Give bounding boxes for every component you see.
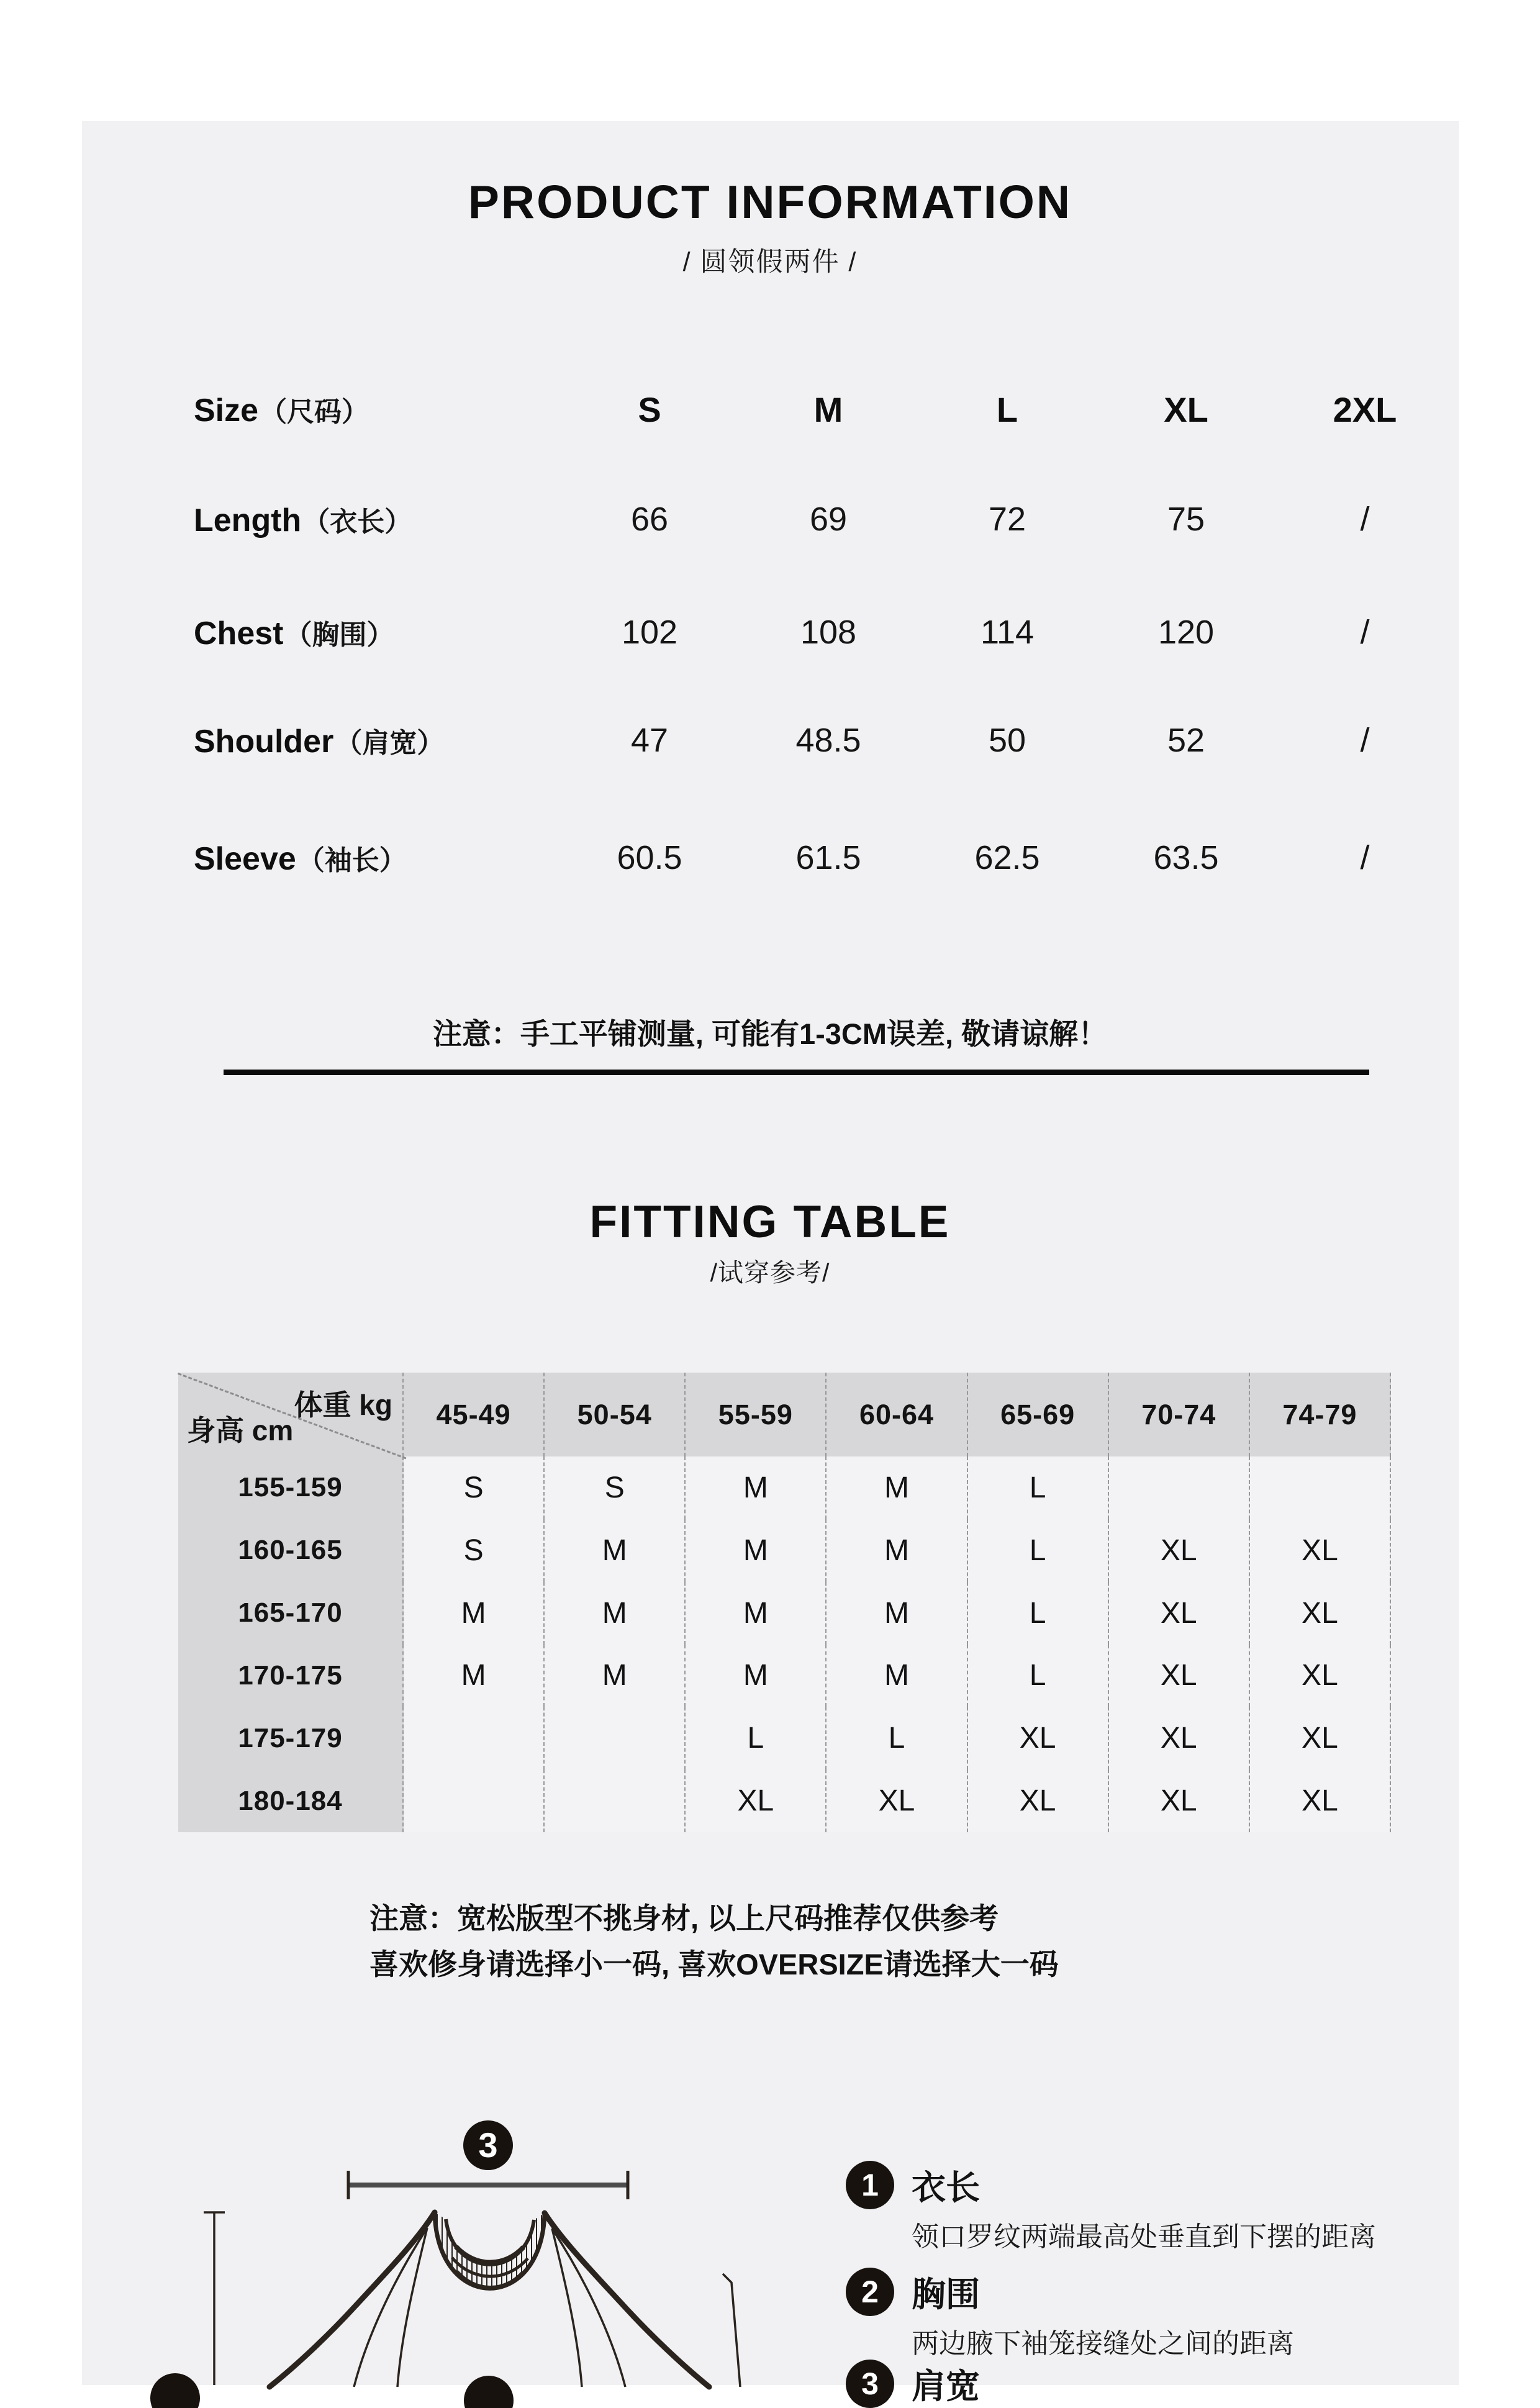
- size-value-cell: 52: [1167, 722, 1205, 759]
- size-value-cell: 48.5: [795, 722, 861, 759]
- height-row-header: 155-159: [178, 1456, 404, 1519]
- fitting-size-cell: XL: [968, 1770, 1109, 1832]
- size-row-label: [194, 720, 560, 760]
- legend-label: 胸围: [912, 2275, 981, 2314]
- size-row-label: [194, 389, 560, 429]
- size-column-header: 2XL: [1333, 389, 1397, 429]
- size-row-label-cn: （肩宽）: [335, 728, 445, 758]
- fitting-size-cell: L: [968, 1645, 1109, 1707]
- legend-number-badge: 2: [846, 2268, 894, 2316]
- fitting-size-cell: XL: [1109, 1519, 1250, 1582]
- size-row-label-cn: （衣长）: [302, 507, 412, 537]
- size-value-cell: 108: [800, 614, 857, 651]
- fitting-note-line2: 喜欢修身请选择小一码, 喜欢OVERSIZE请选择大一码: [369, 1948, 1059, 1981]
- fitting-size-cell: L: [968, 1456, 1109, 1519]
- legend-item-2: [846, 2267, 1442, 2361]
- fitting-size-cell: XL: [1250, 1770, 1391, 1832]
- fitting-size-cell: M: [545, 1519, 686, 1582]
- weight-column-header: 70-74: [1109, 1373, 1250, 1456]
- section-divider: [224, 1070, 1369, 1075]
- fitting-table-subtitle: /试穿参考/: [710, 1258, 830, 1287]
- height-row-header: 180-184: [178, 1770, 404, 1832]
- height-row-header: 170-175: [178, 1645, 404, 1707]
- fitting-size-cell: S: [545, 1456, 686, 1519]
- legend-number-badge: 3: [846, 2360, 894, 2408]
- fitting-size-cell: L: [968, 1582, 1109, 1645]
- size-value-cell: 60.5: [617, 839, 682, 876]
- fitting-size-cell: XL: [1109, 1645, 1250, 1707]
- size-row-label-cn: （胸围）: [284, 620, 394, 650]
- size-value-cell: 50: [988, 722, 1026, 759]
- size-value-cell: 102: [621, 614, 678, 651]
- length-marker-circle-partial: [150, 2373, 200, 2408]
- size-value-cell: 75: [1167, 501, 1205, 538]
- fitting-size-cell: XL: [968, 1707, 1109, 1770]
- chest-measure-line: [723, 2274, 740, 2387]
- fitting-size-cell: XL: [1109, 1707, 1250, 1770]
- fitting-size-cell: XL: [1250, 1707, 1391, 1770]
- size-value-cell: 69: [809, 501, 848, 538]
- fitting-table-title: FITTING TABLE: [589, 1197, 951, 1247]
- size-value-cell: 62.5: [974, 839, 1040, 876]
- size-column-header: S: [638, 389, 661, 429]
- fitting-size-cell: XL: [1109, 1770, 1250, 1832]
- size-chart: [194, 0, 1454, 932]
- weight-column-header: 45-49: [404, 1373, 545, 1456]
- size-row-label: [194, 838, 560, 878]
- size-value-cell: 61.5: [795, 839, 861, 876]
- weight-column-header: 74-79: [1250, 1373, 1391, 1456]
- legend-label: 肩宽: [912, 2367, 981, 2406]
- weight-column-header: 55-59: [686, 1373, 827, 1456]
- size-value-cell: 114: [980, 614, 1035, 651]
- fitting-size-cell: L: [827, 1707, 967, 1770]
- fitting-size-cell: M: [827, 1519, 967, 1582]
- fitting-size-cell: S: [404, 1519, 545, 1582]
- garment-outline: [270, 2212, 709, 2387]
- legend-head: [846, 2160, 1442, 2209]
- shoulder-measure-line: [348, 2171, 628, 2199]
- size-row-label-cn: （袖长）: [297, 845, 407, 876]
- fitting-size-cell: [1250, 1456, 1391, 1519]
- corner-weight-label: 体重 kg: [294, 1389, 392, 1421]
- height-row-header: 165-170: [178, 1582, 404, 1645]
- legend-label: 衣长: [912, 2168, 981, 2207]
- shoulder-marker-number: 3: [478, 2125, 498, 2165]
- size-chart-row: [194, 482, 1454, 557]
- fitting-size-cell: M: [545, 1582, 686, 1645]
- fitting-table: [178, 1373, 1391, 1832]
- fitting-size-cell: XL: [1250, 1519, 1391, 1582]
- size-column-header: M: [813, 389, 843, 429]
- size-value-cell: /: [1360, 501, 1370, 538]
- size-value-cell: 66: [630, 501, 669, 538]
- size-row-label: [194, 499, 560, 539]
- garment-measure-diagram: [82, 2047, 840, 2385]
- size-value-cell: /: [1360, 614, 1370, 651]
- measurement-note: 注意：手工平铺测量, 可能有1-3CM误差, 敬请谅解！: [432, 1017, 1108, 1050]
- fitting-size-cell: M: [827, 1456, 967, 1519]
- weight-column-header: 65-69: [968, 1373, 1109, 1456]
- fitting-size-cell: M: [545, 1645, 686, 1707]
- fitting-size-cell: [545, 1770, 686, 1832]
- fitting-size-cell: M: [686, 1645, 827, 1707]
- size-value-cell: 72: [988, 501, 1026, 538]
- fitting-size-cell: M: [827, 1582, 967, 1645]
- corner-height-label: 身高 cm: [187, 1414, 294, 1447]
- size-row-label-en: Chest: [194, 616, 284, 652]
- legend-description: 领口罗纹两端最高处垂直到下摆的距离: [912, 2222, 1376, 2252]
- fitting-size-cell: S: [404, 1456, 545, 1519]
- fitting-size-cell: XL: [686, 1770, 827, 1832]
- size-value-cell: /: [1360, 722, 1370, 759]
- legend-head: [846, 2267, 1442, 2316]
- product-info-title: PRODUCT INFORMATION: [468, 176, 1072, 228]
- fitting-size-cell: M: [404, 1645, 545, 1707]
- fitting-size-cell: M: [686, 1519, 827, 1582]
- fitting-size-cell: [545, 1707, 686, 1770]
- size-column-header: L: [996, 389, 1018, 429]
- size-value-cell: 120: [1157, 614, 1215, 651]
- size-row-label-en: Length: [194, 502, 302, 538]
- fitting-size-cell: M: [827, 1645, 967, 1707]
- legend-head: [846, 2359, 1442, 2408]
- height-row-header: 160-165: [178, 1519, 404, 1582]
- fitting-size-cell: M: [686, 1456, 827, 1519]
- fitting-size-cell: XL: [1109, 1582, 1250, 1645]
- size-value-cell: 63.5: [1153, 839, 1219, 876]
- size-row-label-en: Size: [194, 393, 259, 429]
- fitting-size-cell: [404, 1707, 545, 1770]
- size-row-label-cn: （尺码）: [260, 397, 369, 427]
- weight-column-header: 50-54: [545, 1373, 686, 1456]
- fitting-size-cell: [1109, 1456, 1250, 1519]
- size-column-header: XL: [1164, 389, 1208, 429]
- size-chart-row: [194, 703, 1454, 778]
- fitting-size-cell: XL: [1250, 1645, 1391, 1707]
- legend-number-badge: 1: [846, 2161, 894, 2209]
- size-chart-row: [194, 595, 1454, 670]
- fitting-note-line1: 注意：宽松版型不挑身材, 以上尺码推荐仅供参考: [369, 1902, 999, 1935]
- fitting-size-cell: M: [686, 1582, 827, 1645]
- fitting-size-cell: XL: [827, 1770, 967, 1832]
- size-row-label-en: Sleeve: [194, 841, 296, 877]
- size-value-cell: /: [1360, 839, 1370, 876]
- chest-marker-circle-partial: [464, 2376, 514, 2408]
- fitting-corner-cell: [178, 1373, 404, 1456]
- size-row-label-en: Shoulder: [194, 724, 334, 760]
- length-measure-line: [204, 2212, 225, 2385]
- fitting-size-cell: L: [686, 1707, 827, 1770]
- fitting-size-cell: L: [968, 1519, 1109, 1582]
- legend-item-1: [846, 2160, 1442, 2254]
- weight-column-header: 60-64: [827, 1373, 967, 1456]
- fitting-size-cell: [404, 1770, 545, 1832]
- size-value-cell: 47: [630, 722, 669, 759]
- height-row-header: 175-179: [178, 1707, 404, 1770]
- size-chart-header-row: [194, 372, 1454, 447]
- raglan-seam-lines: [354, 2228, 625, 2387]
- size-chart-row: [194, 820, 1454, 895]
- fitting-size-cell: M: [404, 1582, 545, 1645]
- size-row-label: [194, 612, 560, 652]
- legend-description: 两边腋下袖笼接缝处之间的距离: [912, 2328, 1294, 2359]
- product-info-subtitle: / 圆领假两件 /: [682, 247, 858, 277]
- fitting-size-cell: XL: [1250, 1582, 1391, 1645]
- legend-item-3: [846, 2359, 1442, 2408]
